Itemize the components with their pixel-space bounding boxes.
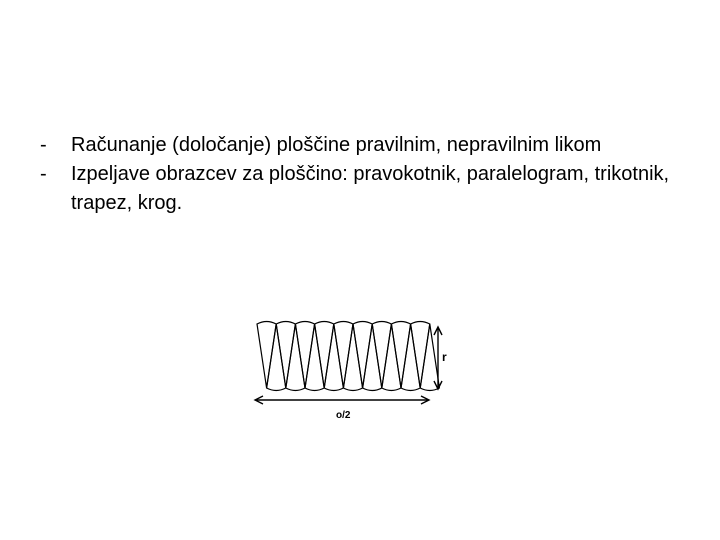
sector-up xyxy=(334,322,353,389)
sector-down xyxy=(420,324,439,391)
sector-strip xyxy=(257,322,439,391)
sector-up xyxy=(353,322,372,389)
sector-up xyxy=(315,322,334,389)
sector-down xyxy=(382,324,401,391)
height-label: r xyxy=(442,350,447,364)
sector-down xyxy=(343,324,362,391)
bullet-marker: - xyxy=(40,134,47,156)
bullet-marker: - xyxy=(40,163,47,185)
circle-sectors-diagram xyxy=(250,316,460,426)
sector-down xyxy=(401,324,420,391)
sector-down xyxy=(286,324,305,391)
width-label: o/2 xyxy=(336,410,351,421)
sector-up xyxy=(276,322,295,389)
sector-up xyxy=(295,322,314,389)
sector-down xyxy=(363,324,382,391)
bullet-item-formula-derivation xyxy=(40,160,680,218)
bullet-item-area-calculation xyxy=(40,131,680,160)
bullet-list xyxy=(40,131,680,218)
sector-up xyxy=(391,322,410,389)
bullet-text: Izpeljave obrazcev za ploščino: pravokotnik, paralelogram, trikotnik, trapez, krog. xyxy=(71,163,670,214)
sector-down xyxy=(324,324,343,391)
sector-up xyxy=(372,322,391,389)
sector-down xyxy=(305,324,324,391)
circle-sectors-figure xyxy=(250,316,460,426)
sector-up xyxy=(257,322,276,389)
sector-down xyxy=(267,324,286,391)
bullet-text: Računanje (določanje) ploščine pravilnim, nepravilnim likom xyxy=(71,134,602,156)
sector-up xyxy=(411,322,430,389)
